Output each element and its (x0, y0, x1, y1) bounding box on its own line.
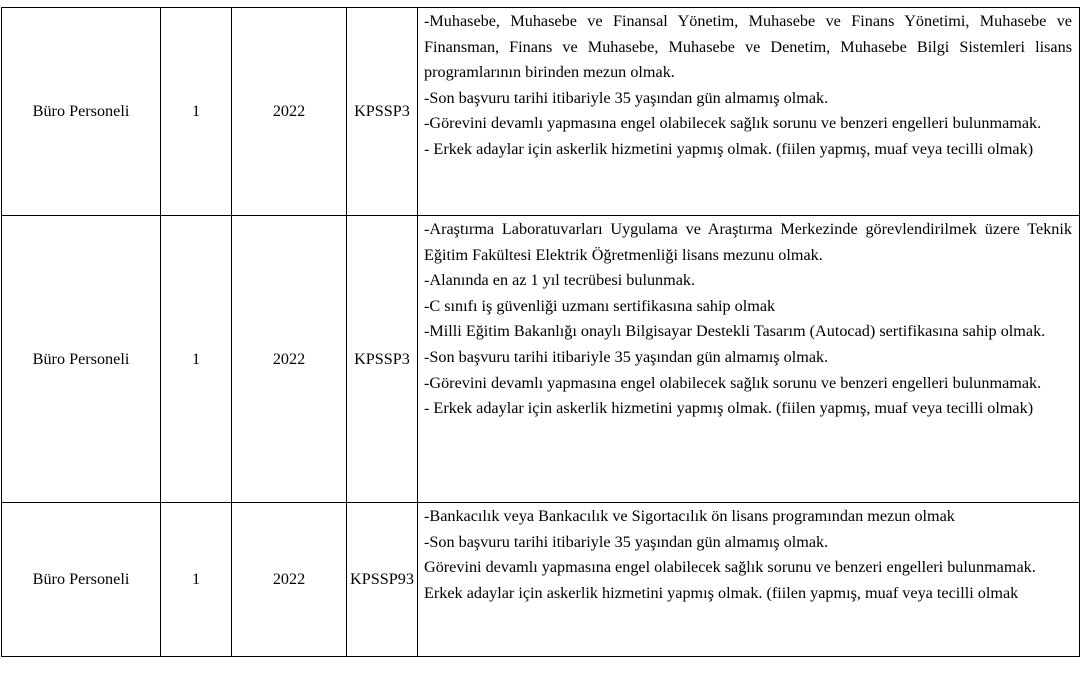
requirements-cell (418, 503, 1080, 657)
requirement-item: Erkek adaylar için askerlik hizmetini yapmış olmak. (fiilen yapmış, muaf veya tecilli olmak (424, 583, 1019, 602)
requirements-cell (418, 216, 1080, 503)
requirement-item: -Araştırma Laboratuvarları Uygulama ve Araştırma Merkezinde görevlendirilmek üzere Teknik Eğitim Fakültesi Elektrik Öğretmenliği lisans mezunu olmak. (424, 220, 1072, 264)
requirement-item: -Son başvuru tarihi itibariyle 35 yaşından gün almamış olmak. (424, 347, 829, 366)
table-row (2, 503, 1080, 657)
requirement-item: -Muhasebe, Muhasebe ve Finansal Yönetim, Muhasebe ve Finans Yönetimi, Muhasebe ve Finansman, Finans ve Muhasebe, Muhasebe ve Denetim, Muhasebe Bilgi Sistemleri lisans programlarının birinden mezun olmak. (424, 12, 1072, 82)
requirement-item: -Son başvuru tarihi itibariyle 35 yaşından gün almamış olmak. (424, 532, 829, 551)
requirement-item: -Görevini devamlı yapmasına engel olabilecek sağlık sorunu ve benzeri engelleri bulunmamak. (424, 373, 1042, 392)
table-row (2, 8, 1080, 216)
kpss-year: 2022 (232, 8, 347, 216)
position-title: Büro Personeli (2, 8, 161, 216)
kpss-year: 2022 (232, 503, 347, 657)
position-title: Büro Personeli (2, 503, 161, 657)
position-count: 1 (161, 503, 232, 657)
kpss-score-type: KPSSP3 (347, 8, 418, 216)
position-count: 1 (161, 216, 232, 503)
requirement-item: -Alanında en az 1 yıl tecrübesi bulunmak. (424, 271, 696, 290)
requirement-item: -C sınıfı iş güvenliği uzmanı sertifikasına sahip olmak (424, 296, 776, 315)
table-row (2, 216, 1080, 503)
job-requirements-table (1, 7, 1080, 657)
position-title: Büro Personeli (2, 216, 161, 503)
requirement-item: Görevini devamlı yapmasına engel olabilecek sağlık sorunu ve benzeri engelleri bulunmamak. (424, 558, 1036, 577)
position-count: 1 (161, 8, 232, 216)
kpss-score-type: KPSSP3 (347, 216, 418, 503)
kpss-score-type: KPSSP93 (347, 503, 418, 657)
requirement-item: -Milli Eğitim Bakanlığı onaylı Bilgisayar Destekli Tasarım (Autocad) sertifikasına sahip olmak. (424, 322, 1046, 341)
requirement-item: -Görevini devamlı yapmasına engel olabilecek sağlık sorunu ve benzeri engelleri bulunmamak. (424, 114, 1042, 133)
requirement-item: -Bankacılık veya Bankacılık ve Sigortacılık ön lisans programından mezun olmak (424, 507, 955, 525)
requirement-item: - Erkek adaylar için askerlik hizmetini yapmış olmak. (fiilen yapmış, muaf veya tecilli olmak) (424, 399, 1034, 418)
requirement-item: - Erkek adaylar için askerlik hizmetini yapmış olmak. (fiilen yapmış, muaf veya tecilli olmak) (424, 139, 1034, 158)
kpss-year: 2022 (232, 216, 347, 503)
requirements-cell (418, 8, 1080, 216)
requirement-item: -Son başvuru tarihi itibariyle 35 yaşından gün almamış olmak. (424, 88, 829, 107)
